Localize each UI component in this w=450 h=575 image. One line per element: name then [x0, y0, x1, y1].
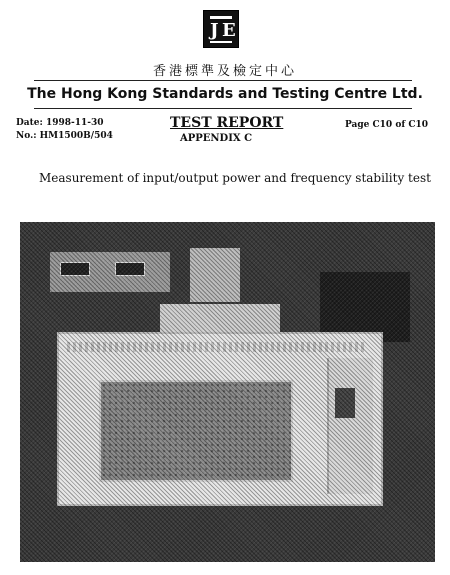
company-name-english: The Hong Kong Standards and Testing Centre Ltd. — [27, 86, 423, 102]
company-name-chinese: 香港標準及檢定中心 — [152, 64, 297, 79]
appendix-label: APPENDIX C — [180, 133, 253, 144]
photo-caption: Measurement of input/output power and frequency stability test — [39, 171, 431, 185]
page-number: Page C10 of C10 — [345, 120, 429, 130]
header-bottom-rule — [34, 108, 412, 109]
company-logo: J E — [203, 10, 239, 48]
header-top-rule — [34, 80, 412, 81]
test-setup-photo — [20, 222, 435, 562]
report-date: Date: 1998-11-30 — [16, 118, 104, 128]
report-title: TEST REPORT — [170, 115, 284, 131]
report-number: No.: HM1500B/504 — [16, 131, 113, 141]
